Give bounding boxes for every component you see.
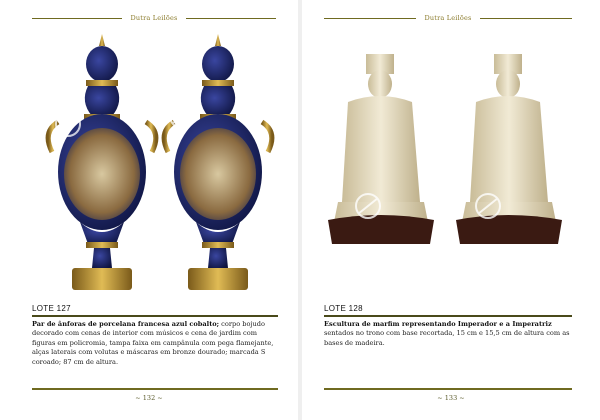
- header-rule: [186, 18, 276, 19]
- description-text: corpo bojudo decorado com cenas de interior com músicos e cena de jardim com figuras em policromia, tampa faixa em campânula com pega flamejante, alças laterais com volutas e máscaras em bronze dourado; marcada S coroado; 87 cm de altura.: [32, 320, 274, 366]
- page-number: ~ 133 ~: [437, 394, 465, 402]
- lot-label: LOTE 127: [32, 304, 71, 313]
- emperor-figure: [328, 54, 434, 244]
- header-title: Dutra Leilões: [130, 14, 178, 22]
- page-number: ~ 132 ~: [135, 394, 163, 402]
- lot-description: [32, 320, 278, 367]
- right-page: [302, 0, 600, 420]
- lot-rule: [32, 315, 278, 317]
- footer-rule: [324, 388, 572, 390]
- vases-photo: [40, 32, 280, 294]
- ivory-sculptures-photo: [328, 52, 564, 252]
- footer-rule: [32, 388, 278, 390]
- lot-rule: [324, 315, 572, 317]
- description-bold: Par de ânforas de porcelana francesa azul cobalto;: [32, 320, 220, 328]
- empress-figure: [456, 54, 562, 244]
- header-rule: [480, 18, 572, 19]
- description-bold: Escultura de marfim representando Imperador e a Imperatriz: [324, 320, 552, 328]
- left-header: [32, 12, 276, 24]
- description-text: sentados no trono com base recortada, 15 cm e 15,5 cm de altura com as bases de madeira.: [324, 329, 570, 347]
- lot-description: [324, 320, 572, 348]
- lot-label: LOTE 128: [324, 304, 363, 313]
- header-title: Dutra Leilões: [424, 14, 472, 22]
- header-rule: [324, 18, 416, 19]
- vase-left: [48, 34, 156, 290]
- vase-right: [164, 34, 272, 290]
- left-page: [0, 0, 298, 420]
- header-rule: [32, 18, 122, 19]
- right-header: [324, 12, 572, 24]
